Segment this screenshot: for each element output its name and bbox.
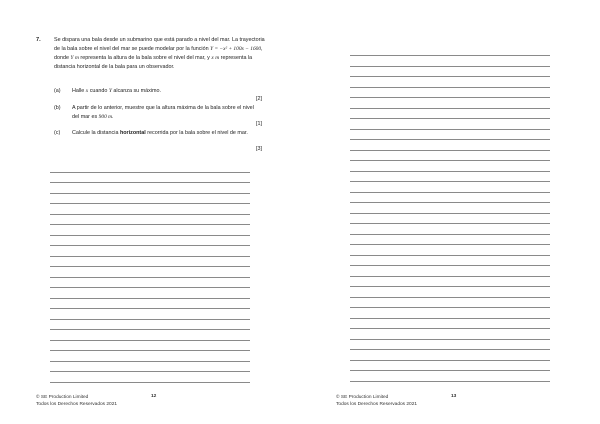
answer-line[interactable] [350, 349, 550, 350]
answer-line[interactable] [50, 382, 250, 383]
stem-unit-x: m [215, 55, 220, 61]
stem-end: representa la distancia horizontal de la bala para un observador. [54, 55, 253, 70]
answer-line[interactable] [50, 193, 250, 194]
answer-line[interactable] [350, 171, 550, 172]
part-c-bold: horizontal [119, 130, 146, 136]
answer-line[interactable] [50, 277, 250, 278]
answer-line[interactable] [350, 328, 550, 329]
answer-line[interactable] [350, 66, 550, 67]
answer-line[interactable] [50, 245, 250, 246]
answer-line[interactable] [350, 202, 550, 203]
answer-line[interactable] [350, 381, 550, 382]
stem-var-x: x [211, 55, 214, 61]
part-a-middle: cuando [88, 88, 109, 94]
page-13 [300, 0, 600, 424]
answer-line[interactable] [350, 192, 550, 193]
part-c-marks: [3] [256, 146, 262, 152]
answer-line[interactable] [350, 181, 550, 182]
answer-line[interactable] [350, 97, 550, 98]
answer-line[interactable] [350, 370, 550, 371]
answer-line[interactable] [50, 361, 250, 362]
stem-intro: Se dispara una bala desde un submarino que está parado a nivel del mar. La trayectoria de la bala sobre el nivel del mar se puede modelar por la función [54, 37, 265, 52]
answer-line[interactable] [350, 55, 550, 56]
answer-line[interactable] [350, 255, 550, 256]
stem-var-y: Y [70, 55, 74, 61]
footer-rights: Todos los Derechos Reservados 2021 [36, 402, 118, 407]
answer-line[interactable] [350, 297, 550, 298]
answer-lines-right[interactable] [350, 0, 550, 424]
answer-line[interactable] [50, 329, 250, 330]
answer-line[interactable] [350, 318, 550, 319]
answer-line[interactable] [350, 129, 550, 130]
part-a-before: Halle [72, 88, 86, 94]
answer-line[interactable] [350, 160, 550, 161]
answer-line[interactable] [350, 139, 550, 140]
part-a-marks: [2] [256, 96, 262, 102]
answer-line[interactable] [50, 287, 250, 288]
part-a-var-x: x [85, 88, 89, 94]
answer-line[interactable] [50, 371, 250, 372]
answer-line[interactable] [350, 339, 550, 340]
answer-line[interactable] [50, 350, 250, 351]
answer-line[interactable] [50, 214, 250, 215]
answer-line[interactable] [50, 235, 250, 236]
part-b-label: (b) [54, 105, 61, 111]
answer-line[interactable] [50, 298, 250, 299]
part-c-after: recorrida por la bala sobre el nivel de mar. [145, 130, 248, 136]
answer-line[interactable] [50, 308, 250, 309]
footer-left [36, 394, 117, 408]
answer-line[interactable] [350, 213, 550, 214]
answer-line[interactable] [350, 234, 550, 235]
answer-line[interactable] [50, 224, 250, 225]
answer-line[interactable] [350, 286, 550, 287]
part-b-before: A partir de lo anterior, muestre que la altura máxima de la bala sobre el nivel del mar es [72, 105, 254, 120]
stem-unit-y: m [75, 55, 79, 61]
part-b-after: . [112, 113, 114, 120]
answer-line[interactable] [50, 319, 250, 320]
answer-line[interactable] [350, 118, 550, 119]
part-a-label: (a) [54, 88, 61, 94]
answer-line[interactable] [350, 223, 550, 224]
answer-line[interactable] [350, 265, 550, 266]
part-c-label: (c) [54, 130, 61, 136]
stem-mid2: representa la altura de la bala sobre el nivel del mar, y [78, 55, 212, 61]
part-a-after: alcanza su máximo. [111, 88, 162, 94]
question-number: 7. [36, 37, 41, 43]
answer-lines-left[interactable] [50, 0, 253, 424]
answer-line[interactable] [350, 87, 550, 88]
answer-line[interactable] [350, 307, 550, 308]
answer-line[interactable] [50, 340, 250, 341]
footer-right [336, 394, 417, 408]
answer-line[interactable] [50, 266, 250, 267]
answer-line[interactable] [350, 276, 550, 277]
page-number: 13 [451, 394, 457, 399]
answer-line[interactable] [350, 76, 550, 77]
footer-copyright: © SE Production Limited [36, 395, 89, 400]
part-b-value: 900 m [98, 113, 112, 120]
footer-copyright: © SE Production Limited [336, 395, 389, 400]
part-c-before: Calcule la distancia [72, 130, 120, 136]
stem-mid1: , donde [54, 46, 263, 61]
page-number: 12 [151, 394, 157, 399]
answer-line[interactable] [50, 172, 250, 173]
footer-rights: Todos los Derechos Reservados 2021 [336, 402, 418, 407]
answer-line[interactable] [350, 360, 550, 361]
answer-line[interactable] [350, 244, 550, 245]
stem-equation: Y = −x² + 100x − 1600 [210, 46, 262, 52]
answer-line[interactable] [350, 108, 550, 109]
part-a-var-y: Y [108, 88, 112, 94]
answer-line[interactable] [50, 203, 250, 204]
answer-line[interactable] [50, 182, 250, 183]
answer-line[interactable] [350, 150, 550, 151]
part-b-marks: [1] [256, 121, 262, 127]
answer-line[interactable] [50, 256, 250, 257]
